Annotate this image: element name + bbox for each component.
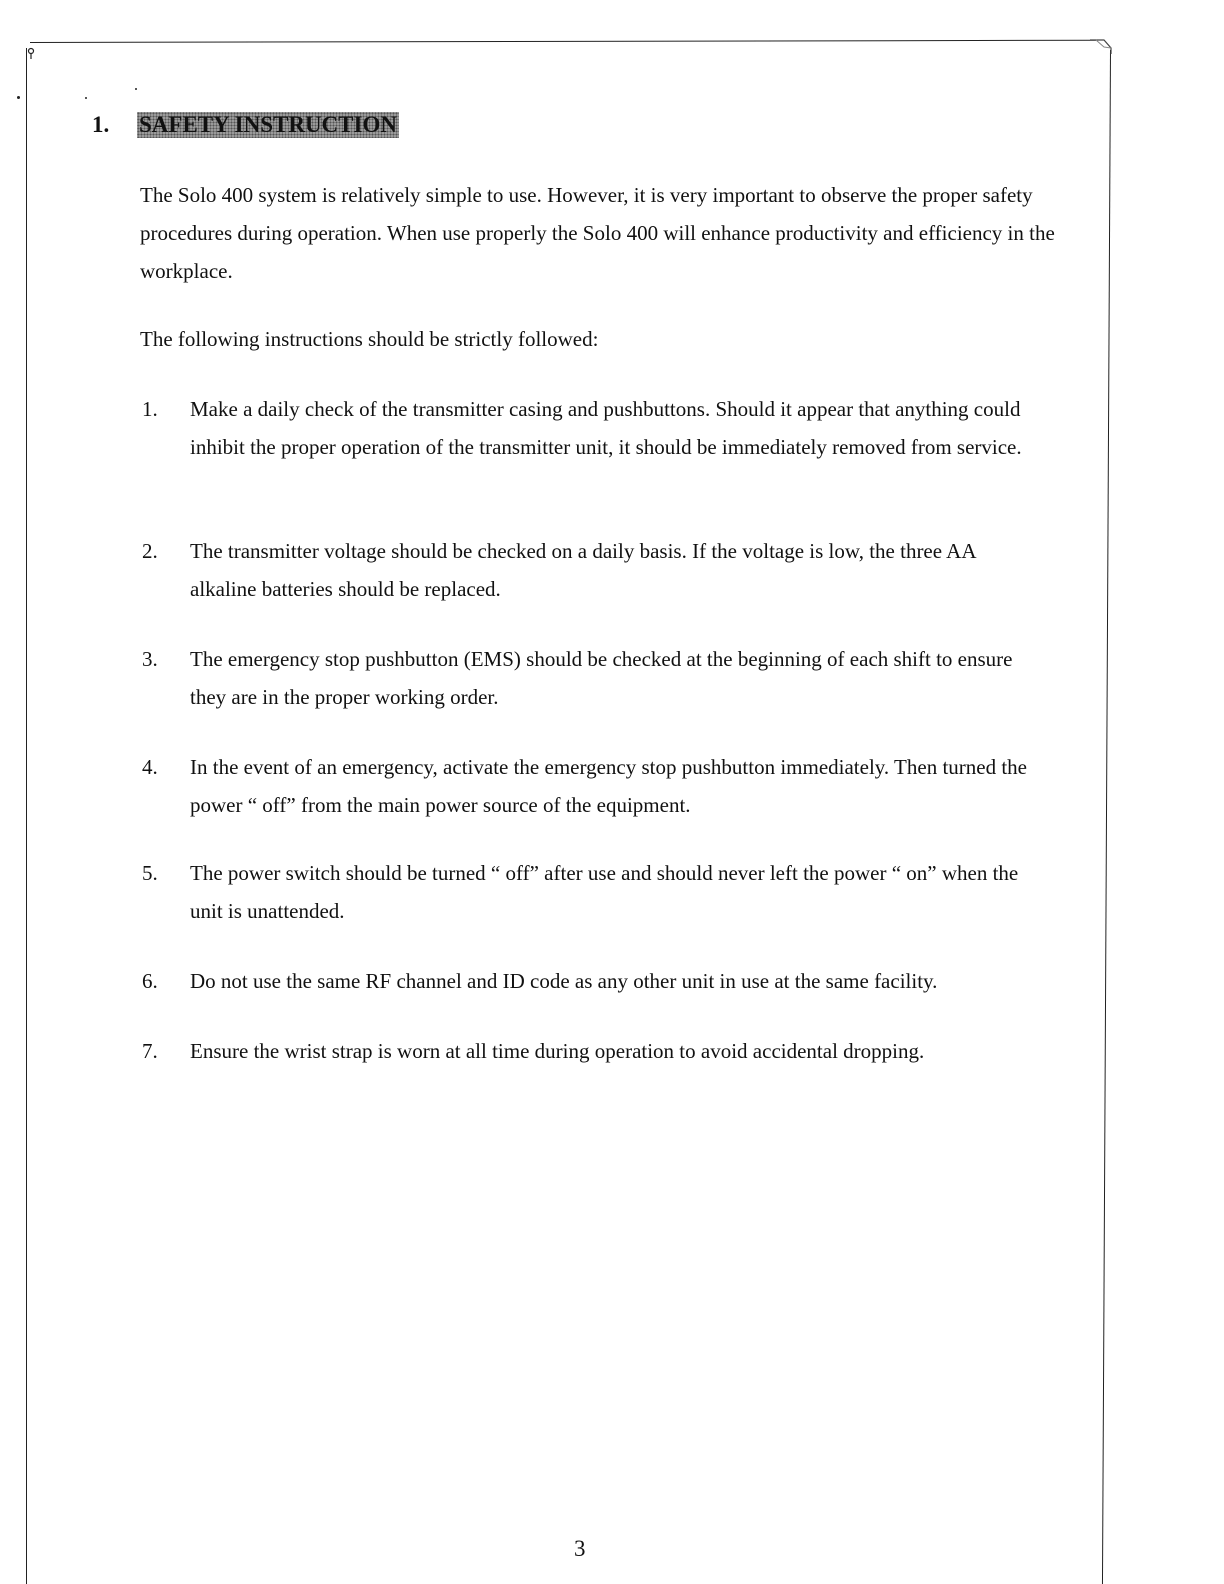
page-border-right (1102, 50, 1111, 1584)
list-item-text: In the event of an emergency, activate the emergency stop pushbutton immediately. Then turned the power “ off” from the main power source of the equipment. (190, 755, 1028, 817)
list-item-text: The emergency stop pushbutton (EMS) should be checked at the beginning of each shift to ensure they are in the proper working order. (190, 647, 1013, 709)
list-item-number: 6. (142, 969, 158, 993)
list-item-text: Make a daily check of the transmitter casing and pushbuttons. Should it appear that anything could inhibit the proper operation of the transmitter unit, it should be immediately removed from service. (190, 397, 1022, 459)
instructions-lead: The following instructions should be strictly followed: (140, 327, 599, 351)
list-item-text: Do not use the same RF channel and ID code as any other unit in use at the same facility. (190, 969, 938, 993)
scan-speck (135, 88, 137, 90)
page-corner-fold-icon (1090, 38, 1112, 54)
list-item-number: 5. (142, 861, 158, 885)
page-number: 3 (574, 1536, 586, 1561)
staple-mark-icon (27, 47, 35, 59)
list-item-number: 7. (142, 1039, 158, 1063)
page-border-left (26, 48, 27, 1584)
scan-speck (85, 97, 87, 99)
list-item-text: Ensure the wrist strap is worn at all time during operation to avoid accidental dropping. (190, 1039, 925, 1063)
section-title: SAFETY INSTRUCTION (139, 112, 397, 137)
section-heading (92, 112, 399, 138)
list-item-number: 3. (142, 647, 158, 671)
list-item-number: 1. (142, 397, 158, 421)
scan-speck (17, 96, 20, 99)
list-item-text: The transmitter voltage should be checked on a daily basis. If the voltage is low, the three AA alkaline batteries should be replaced. (190, 539, 976, 601)
list-item-text: The power switch should be turned “ off” after use and should never left the power “ on” when the unit is unattended. (190, 861, 1019, 923)
section-number: 1. (92, 112, 110, 137)
page-border-top (30, 40, 1096, 43)
list-item-number: 4. (142, 755, 158, 779)
list-item-number: 2. (142, 539, 158, 563)
intro-paragraph: The Solo 400 system is relatively simple to use. However, it is very important to observe the proper safety procedures during operation. When use properly the Solo 400 will enhance productivity and efficiency in the workplace. (140, 183, 1055, 283)
